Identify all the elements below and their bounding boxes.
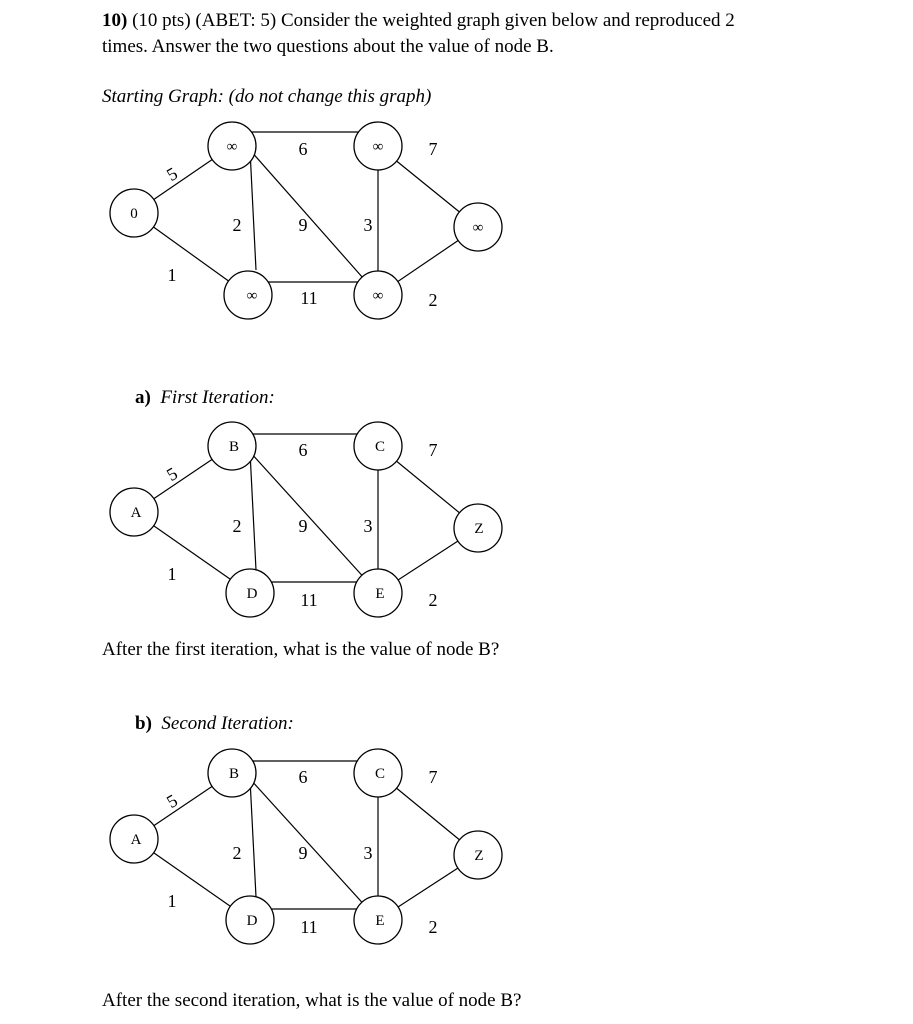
part-b-question: After the second iteration, what is the value of node B? — [102, 990, 522, 1011]
edge-b-e — [250, 779, 378, 920]
weight-d-e: 11 — [300, 288, 318, 308]
weight-b-d: 2 — [232, 516, 242, 536]
weight-c-z: 7 — [428, 440, 438, 460]
node-z-label: Z — [474, 848, 484, 864]
node-a-label: A — [130, 505, 142, 521]
starting-graph-heading: Starting Graph: (do not change this graph) — [102, 86, 432, 107]
part-a-question: After the first iteration, what is the value of node B? — [102, 639, 500, 660]
weight-b-e: 9 — [298, 516, 308, 536]
part-a-heading — [135, 387, 275, 409]
weight-c-z: 7 — [428, 767, 438, 787]
node-b-label: B — [228, 439, 240, 455]
node-e-label: E — [375, 586, 385, 602]
weight-b-c: 6 — [298, 767, 308, 787]
weight-e-z: 2 — [428, 290, 438, 310]
weight-b-e: 9 — [298, 843, 308, 863]
weight-c-e: 3 — [363, 843, 373, 863]
node-b-label: B — [228, 766, 240, 782]
question-number: 10) — [102, 10, 128, 31]
weight-b-c: 6 — [298, 440, 308, 460]
weight-a-d: 1 — [167, 891, 177, 911]
node-d-label: D — [246, 913, 258, 929]
node-e-label: E — [375, 913, 385, 929]
weight-a-b: 5 — [163, 790, 181, 812]
weight-b-d: 2 — [232, 843, 242, 863]
node-c-value: ∞ — [372, 139, 384, 155]
node-d-label: D — [246, 586, 258, 602]
weight-d-e: 11 — [300, 590, 318, 610]
weight-b-e: 9 — [298, 215, 308, 235]
second-iteration-graph — [0, 739, 913, 954]
edge-b-d — [250, 779, 256, 897]
node-a-value: 0 — [130, 206, 138, 222]
weight-a-d: 1 — [167, 564, 177, 584]
weight-c-e: 3 — [363, 215, 373, 235]
edge-b-d — [250, 150, 256, 270]
edge-b-e — [250, 150, 378, 295]
node-z-value: ∞ — [472, 220, 484, 236]
node-z-label: Z — [474, 521, 484, 537]
weight-d-e: 11 — [300, 917, 318, 937]
edge-b-e — [250, 452, 378, 593]
question-line-2: times. Answer the two questions about the value of node B. — [102, 36, 554, 57]
node-c-label: C — [374, 439, 386, 455]
node-a-label: A — [130, 832, 142, 848]
weight-e-z: 2 — [428, 590, 438, 610]
weight-b-d: 2 — [232, 215, 242, 235]
weight-c-z: 7 — [428, 139, 438, 159]
edge-b-d — [250, 452, 256, 570]
weight-b-c: 6 — [298, 139, 308, 159]
weight-a-b: 5 — [163, 463, 181, 485]
first-iteration-graph — [0, 412, 913, 627]
part-a-label: a) — [135, 387, 151, 408]
weight-a-d: 1 — [167, 265, 177, 285]
starting-graph — [0, 110, 913, 325]
node-c-label: C — [374, 766, 386, 782]
node-b-value: ∞ — [226, 139, 238, 155]
weight-e-z: 2 — [428, 917, 438, 937]
question-line-1 — [102, 10, 735, 32]
node-d-value: ∞ — [246, 288, 258, 304]
node-e-value: ∞ — [372, 288, 384, 304]
weight-a-b: 5 — [163, 163, 181, 185]
part-b-label: b) — [135, 713, 152, 734]
question-intro: (10 pts) (ABET: 5) Consider the weighted graph given below and reproduced 2 — [127, 10, 735, 31]
part-b-heading — [135, 713, 294, 735]
part-a-title: First Iteration: — [160, 387, 275, 408]
part-b-title: Second Iteration: — [161, 713, 294, 734]
weight-c-e: 3 — [363, 516, 373, 536]
